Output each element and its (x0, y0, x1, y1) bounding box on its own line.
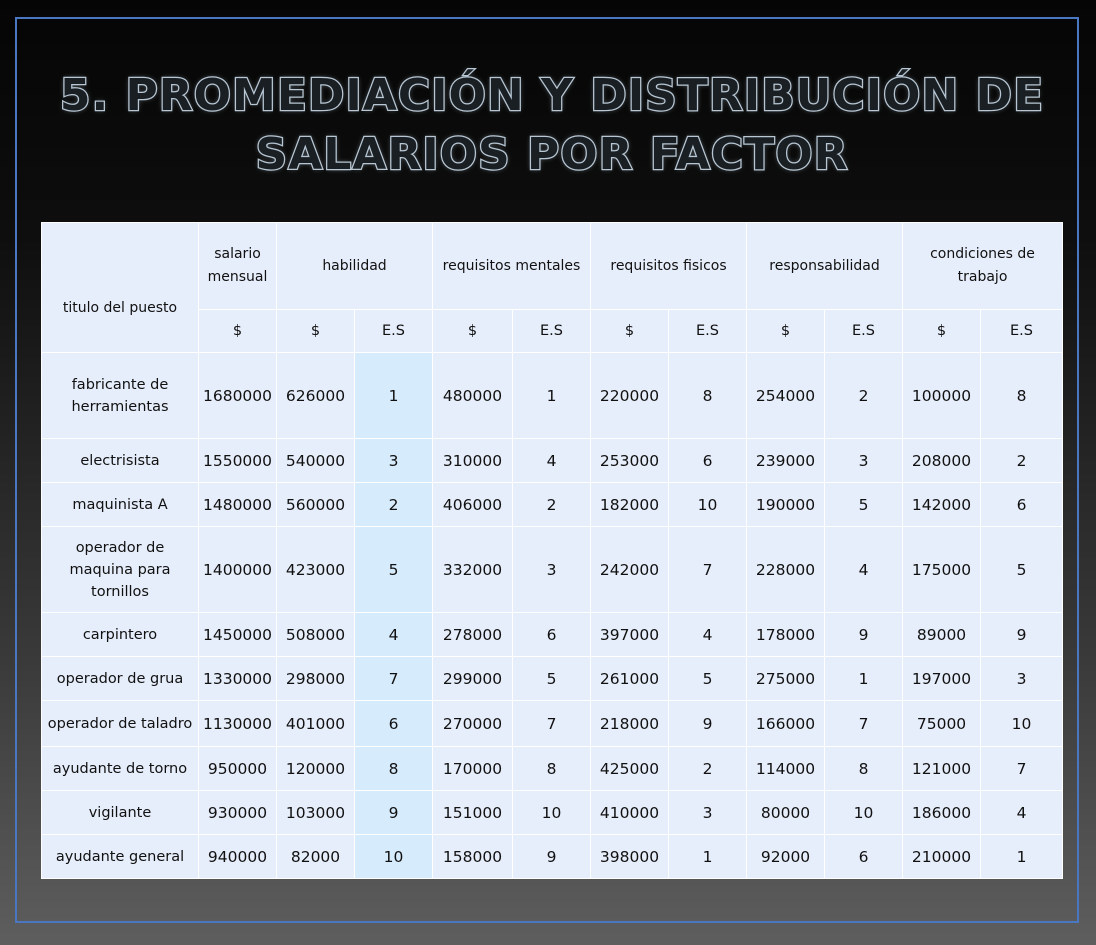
cell-value: 2 (981, 439, 1063, 483)
cell-value: 275000 (747, 657, 825, 701)
cell-value: 270000 (433, 701, 513, 747)
cell-value: 114000 (747, 747, 825, 791)
cell-value: 1480000 (199, 483, 277, 527)
cell-value: 5 (355, 527, 433, 613)
cell-value: 178000 (747, 613, 825, 657)
cell-value: 1330000 (199, 657, 277, 701)
cell-value: 92000 (747, 835, 825, 879)
cell-value: 242000 (591, 527, 669, 613)
cell-value: 151000 (433, 791, 513, 835)
subheader-cell: E.S (825, 310, 903, 353)
cell-value: 8 (981, 353, 1063, 439)
cell-value: 626000 (277, 353, 355, 439)
header-responsabilidad: responsabilidad (747, 223, 903, 310)
cell-value: 8 (825, 747, 903, 791)
cell-value: 7 (981, 747, 1063, 791)
table-row (42, 791, 1063, 835)
cell-value: 10 (981, 701, 1063, 747)
subheader-cell: $ (747, 310, 825, 353)
cell-value: 190000 (747, 483, 825, 527)
cell-value: 7 (355, 657, 433, 701)
cell-value: 170000 (433, 747, 513, 791)
cell-value: 930000 (199, 791, 277, 835)
header-salario: salario mensual (199, 223, 277, 310)
cell-value: 425000 (591, 747, 669, 791)
subheader-cell: E.S (981, 310, 1063, 353)
cell-value: 5 (825, 483, 903, 527)
cell-value: 3 (825, 439, 903, 483)
cell-puesto: ayudante de torno (42, 747, 199, 791)
cell-value: 2 (669, 747, 747, 791)
cell-value: 3 (355, 439, 433, 483)
salary-table (41, 222, 1063, 879)
cell-value: 166000 (747, 701, 825, 747)
cell-value: 182000 (591, 483, 669, 527)
subheader-cell: E.S (355, 310, 433, 353)
cell-value: 423000 (277, 527, 355, 613)
cell-value: 1 (981, 835, 1063, 879)
cell-puesto: vigilante (42, 791, 199, 835)
cell-value: 4 (669, 613, 747, 657)
cell-value: 508000 (277, 613, 355, 657)
cell-value: 80000 (747, 791, 825, 835)
cell-puesto: electrisista (42, 439, 199, 483)
cell-value: 158000 (433, 835, 513, 879)
cell-value: 10 (825, 791, 903, 835)
header-habilidad: habilidad (277, 223, 433, 310)
subheader-cell: $ (903, 310, 981, 353)
cell-value: 9 (825, 613, 903, 657)
cell-value: 410000 (591, 791, 669, 835)
cell-value: 254000 (747, 353, 825, 439)
cell-value: 6 (355, 701, 433, 747)
cell-value: 6 (669, 439, 747, 483)
cell-value: 4 (981, 791, 1063, 835)
cell-value: 4 (513, 439, 591, 483)
cell-value: 560000 (277, 483, 355, 527)
table-row (42, 613, 1063, 657)
cell-value: 7 (513, 701, 591, 747)
cell-value: 540000 (277, 439, 355, 483)
cell-value: 9 (669, 701, 747, 747)
cell-value: 9 (513, 835, 591, 879)
cell-value: 1450000 (199, 613, 277, 657)
cell-value: 3 (669, 791, 747, 835)
cell-value: 10 (355, 835, 433, 879)
cell-value: 1400000 (199, 527, 277, 613)
cell-value: 298000 (277, 657, 355, 701)
cell-value: 103000 (277, 791, 355, 835)
cell-value: 6 (513, 613, 591, 657)
cell-value: 8 (513, 747, 591, 791)
cell-value: 10 (669, 483, 747, 527)
cell-value: 239000 (747, 439, 825, 483)
slide-title (40, 66, 1064, 184)
cell-value: 253000 (591, 439, 669, 483)
subheader-cell: $ (591, 310, 669, 353)
cell-value: 1 (669, 835, 747, 879)
cell-value: 120000 (277, 747, 355, 791)
header-row (42, 223, 1063, 310)
cell-value: 197000 (903, 657, 981, 701)
cell-value: 278000 (433, 613, 513, 657)
cell-value: 75000 (903, 701, 981, 747)
cell-value: 7 (825, 701, 903, 747)
cell-value: 332000 (433, 527, 513, 613)
cell-value: 142000 (903, 483, 981, 527)
header-puesto: titulo del puesto (42, 223, 199, 353)
subheader-cell: E.S (513, 310, 591, 353)
cell-value: 398000 (591, 835, 669, 879)
cell-value: 220000 (591, 353, 669, 439)
cell-puesto: carpintero (42, 613, 199, 657)
cell-value: 2 (825, 353, 903, 439)
cell-value: 5 (981, 527, 1063, 613)
table-row (42, 439, 1063, 483)
cell-value: 210000 (903, 835, 981, 879)
cell-value: 397000 (591, 613, 669, 657)
cell-value: 261000 (591, 657, 669, 701)
table-row (42, 701, 1063, 747)
cell-puesto: maquinista A (42, 483, 199, 527)
cell-value: 186000 (903, 791, 981, 835)
cell-value: 9 (981, 613, 1063, 657)
cell-value: 2 (513, 483, 591, 527)
cell-value: 401000 (277, 701, 355, 747)
cell-value: 1130000 (199, 701, 277, 747)
cell-value: 1 (825, 657, 903, 701)
table-row (42, 747, 1063, 791)
cell-value: 6 (981, 483, 1063, 527)
table-row (42, 483, 1063, 527)
cell-puesto: ayudante general (42, 835, 199, 879)
cell-value: 8 (669, 353, 747, 439)
subheader-cell: E.S (669, 310, 747, 353)
cell-value: 175000 (903, 527, 981, 613)
cell-value: 5 (669, 657, 747, 701)
cell-puesto: operador de maquina para tornillos (42, 527, 199, 613)
cell-value: 89000 (903, 613, 981, 657)
header-fisicos: requisitos fisicos (591, 223, 747, 310)
cell-value: 6 (825, 835, 903, 879)
cell-value: 950000 (199, 747, 277, 791)
cell-value: 3 (981, 657, 1063, 701)
table-row (42, 353, 1063, 439)
cell-puesto: operador de taladro (42, 701, 199, 747)
table-row (42, 835, 1063, 879)
cell-value: 3 (513, 527, 591, 613)
cell-value: 4 (825, 527, 903, 613)
cell-value: 940000 (199, 835, 277, 879)
cell-puesto: operador de grua (42, 657, 199, 701)
cell-value: 100000 (903, 353, 981, 439)
cell-value: 228000 (747, 527, 825, 613)
cell-puesto: fabricante de herramientas (42, 353, 199, 439)
subheader-cell: $ (199, 310, 277, 353)
cell-value: 208000 (903, 439, 981, 483)
cell-value: 4 (355, 613, 433, 657)
subheader-cell: $ (433, 310, 513, 353)
cell-value: 1680000 (199, 353, 277, 439)
cell-value: 9 (355, 791, 433, 835)
cell-value: 1 (355, 353, 433, 439)
cell-value: 1 (513, 353, 591, 439)
cell-value: 2 (355, 483, 433, 527)
cell-value: 8 (355, 747, 433, 791)
header-condiciones: condiciones de trabajo (903, 223, 1063, 310)
table-row (42, 657, 1063, 701)
table-row (42, 527, 1063, 613)
cell-value: 310000 (433, 439, 513, 483)
cell-value: 480000 (433, 353, 513, 439)
cell-value: 121000 (903, 747, 981, 791)
header-mentales: requisitos mentales (433, 223, 591, 310)
cell-value: 406000 (433, 483, 513, 527)
subheader-cell: $ (277, 310, 355, 353)
cell-value: 82000 (277, 835, 355, 879)
cell-value: 7 (669, 527, 747, 613)
title-line-2: SALARIOS POR FACTOR (255, 129, 849, 180)
cell-value: 1550000 (199, 439, 277, 483)
cell-value: 10 (513, 791, 591, 835)
table-body (42, 223, 1063, 879)
cell-value: 299000 (433, 657, 513, 701)
title-line-1: 5. PROMEDIACIÓN Y DISTRIBUCIÓN DE (59, 70, 1045, 121)
cell-value: 218000 (591, 701, 669, 747)
cell-value: 5 (513, 657, 591, 701)
